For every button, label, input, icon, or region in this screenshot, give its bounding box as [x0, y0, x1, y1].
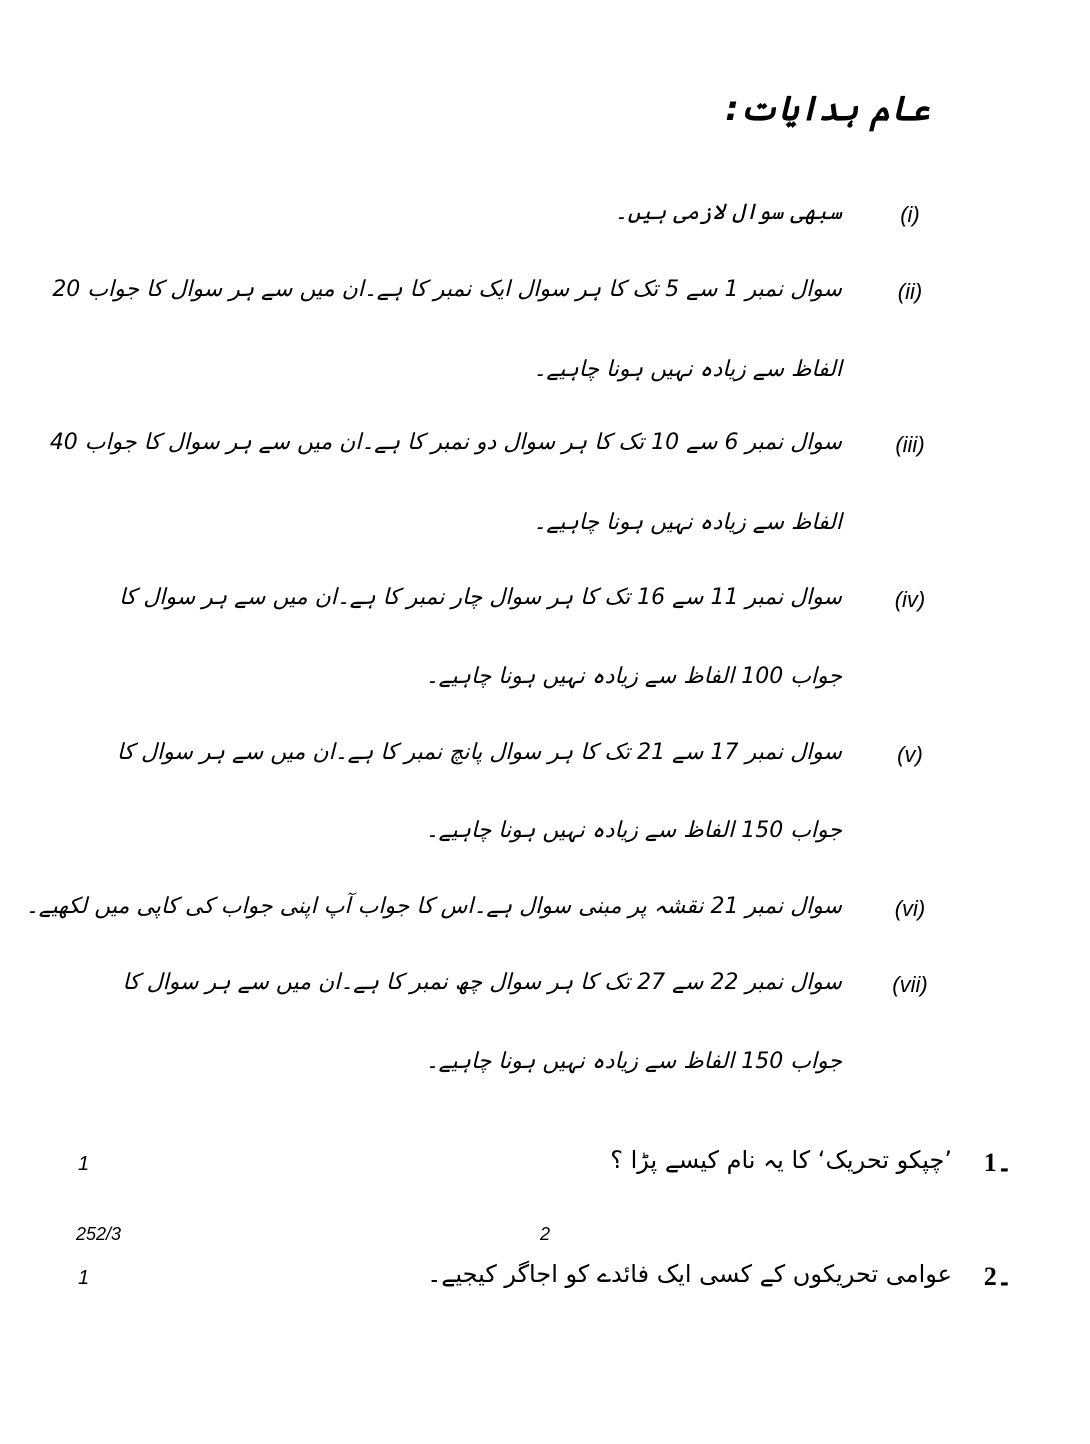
instruction-line: جواب 100 الفاظ سے زیادہ نہیں ہونا چاہیے۔ — [425, 664, 842, 689]
question-marks: 1 — [78, 1153, 90, 1175]
instruction-line: سوال نمبر 21 نقشہ پر مبنی سوال ہے۔اس کا جواب آپ اپنی جواب کی کاپی میں لکھیے۔ — [25, 894, 842, 919]
instruction-line: سوال نمبر 17 سے 21 تک کا ہر سوال پانچ نمبر کا ہے۔ان میں سے ہر سوال کا — [116, 740, 842, 765]
instruction-number: (v) — [897, 742, 923, 767]
instruction-line: الفاظ سے زیادہ نہیں ہونا چاہیے۔ — [533, 357, 842, 382]
instruction-line: سوال نمبر 6 سے 10 تک کا ہر سوال دو نمبر کا ہے۔ان میں سے ہر سوال کا جواب 40 — [49, 430, 842, 455]
instruction-number: (vii) — [892, 972, 928, 997]
question-number: 1۔ — [983, 1148, 1012, 1177]
instruction-line: جواب 150 الفاظ سے زیادہ نہیں ہونا چاہیے۔ — [425, 818, 842, 843]
paper-code: 252/3 — [76, 1224, 122, 1244]
instruction-line: سوال نمبر 11 سے 16 تک کا ہر سوال چار نمبر کا ہے۔ان میں سے ہر سوال کا — [119, 585, 842, 610]
question-marks: 1 — [78, 1267, 90, 1289]
instruction-number: (iv) — [894, 587, 926, 612]
question-text: ’چپکو تحریک‘ کا یہ نام کیسے پڑا ؟ — [610, 1146, 952, 1174]
instruction-number: (i) — [900, 202, 920, 227]
instruction-line: سوال نمبر 22 سے 27 تک کا ہر سوال چھ نمبر کا ہے۔ان میں سے ہر سوال کا — [122, 970, 842, 995]
instruction-line: الفاظ سے زیادہ نہیں ہونا چاہیے۔ — [533, 510, 842, 535]
instruction-number: (vi) — [894, 896, 926, 921]
page-number: 2 — [540, 1224, 551, 1244]
question-number: 2۔ — [983, 1262, 1012, 1291]
instruction-line: سوال نمبر 1 سے 5 تک کا ہر سوال ایک نمبر کا ہے۔ان میں سے ہر سوال کا جواب 20 — [52, 277, 842, 302]
question-text: عوامی تحریکوں کے کسی ایک فائدے کو اجاگر کیجیے۔ — [427, 1260, 952, 1288]
instruction-line: سبھی سوال لازمی ہیں۔ — [614, 200, 842, 225]
instruction-number: (ii) — [897, 279, 923, 304]
instruction-line: جواب 150 الفاظ سے زیادہ نہیں ہونا چاہیے۔ — [425, 1049, 842, 1074]
page-heading: عام ہدایات: — [725, 89, 930, 129]
instruction-number: (iii) — [895, 432, 925, 457]
